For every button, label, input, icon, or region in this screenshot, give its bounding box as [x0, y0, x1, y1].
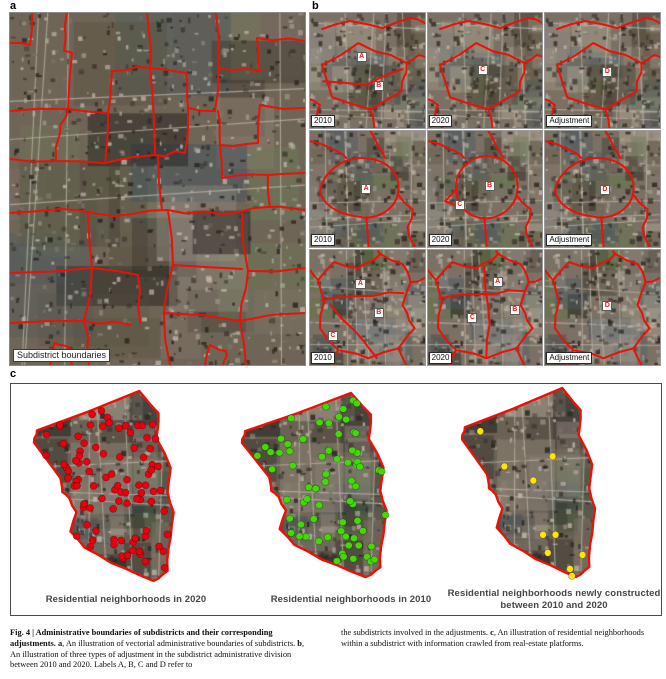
- district-label-B: B: [374, 81, 384, 91]
- residential-dot: [347, 498, 354, 505]
- residential-dot: [142, 558, 149, 565]
- residential-dot: [530, 477, 537, 484]
- residential-dot: [333, 456, 340, 463]
- residential-dot: [157, 487, 164, 494]
- district-label-D: D: [600, 185, 610, 195]
- residential-dot: [335, 413, 342, 420]
- satellite-tile-r0c1: [428, 13, 543, 128]
- residential-dot: [287, 415, 294, 422]
- residential-dot: [316, 419, 323, 426]
- residential-dot: [89, 411, 96, 418]
- residential-dot: [131, 444, 138, 451]
- residential-dot: [322, 471, 329, 478]
- residential-dot: [136, 548, 143, 555]
- residential-dot: [83, 458, 90, 465]
- year-tag: 2020: [429, 352, 453, 364]
- residential-dot: [299, 436, 306, 443]
- residential-dot: [116, 453, 123, 460]
- residential-dot: [579, 551, 586, 558]
- residential-dot: [132, 535, 139, 542]
- residential-dot: [297, 521, 304, 528]
- boundary-overlay: [310, 250, 425, 365]
- year-tag: 2010: [311, 352, 335, 364]
- residential-dot: [254, 452, 261, 459]
- residential-dot: [123, 476, 130, 483]
- residential-dot: [354, 517, 361, 524]
- map-overlay: [241, 391, 419, 583]
- residential-dot: [86, 468, 93, 475]
- residential-dot: [118, 537, 125, 544]
- residential-dot: [340, 553, 347, 560]
- residential-dot: [142, 482, 149, 489]
- residential-dot: [92, 528, 99, 535]
- district-label-A: A: [355, 279, 365, 289]
- residential-dot: [148, 466, 155, 473]
- district-label-C: C: [478, 65, 488, 75]
- residential-dot: [115, 425, 122, 432]
- residential-dot: [286, 448, 293, 455]
- residential-dot: [150, 488, 157, 495]
- satellite-tile-r2c0: [310, 250, 425, 365]
- residential-dot: [143, 434, 150, 441]
- panel-c-box: [10, 383, 662, 616]
- residential-dot: [148, 498, 155, 505]
- satellite-tile-r2c2: [545, 250, 660, 365]
- residential-dot: [110, 505, 117, 512]
- district-label-A: A: [357, 52, 367, 62]
- residential-dot: [315, 538, 322, 545]
- residential-dot: [87, 543, 94, 550]
- residential-dot: [98, 495, 105, 502]
- panel-b-label: b: [312, 0, 319, 12]
- residential-dot: [149, 421, 156, 428]
- figure-caption-left: Fig. 4 | Administrative boundaries of subdistricts and their corresponding adjustments. a, An illustration of vectorial administrative boundaries of subdistricts. b, An illustration of three types of adjustment in the subdistrict administrative division between 2010 and 2020. Labels A, B, C and D refer to: [10, 628, 305, 670]
- residential-dot: [106, 419, 113, 426]
- residential-dot: [356, 463, 363, 470]
- residential-dot: [99, 423, 106, 430]
- map-residential-new: [461, 386, 625, 583]
- residential-dot: [382, 512, 389, 519]
- residential-dot: [139, 422, 146, 429]
- district-label-B: B: [374, 308, 384, 318]
- residential-dot: [65, 468, 72, 475]
- residential-dot: [43, 431, 50, 438]
- residential-dot: [549, 453, 556, 460]
- residential-dot: [143, 527, 150, 534]
- residential-dot: [124, 552, 131, 559]
- residential-dot: [325, 420, 332, 427]
- residential-dot: [345, 542, 352, 549]
- residential-dot: [75, 433, 82, 440]
- year-tag: Adjustment: [546, 115, 592, 127]
- residential-dot: [108, 470, 115, 477]
- year-tag: Adjustment: [546, 234, 592, 246]
- district-label-D: D: [602, 67, 612, 77]
- satellite-tile-r1c0: [310, 131, 425, 246]
- residential-dot: [501, 463, 508, 470]
- residential-dot: [353, 400, 360, 407]
- residential-dot: [350, 555, 357, 562]
- residential-dot: [340, 406, 347, 413]
- residential-dot: [569, 572, 576, 579]
- residential-dot: [305, 484, 312, 491]
- residential-dot: [80, 501, 87, 508]
- year-tag: 2010: [311, 234, 335, 246]
- satellite-tile-r1c1: [428, 131, 543, 246]
- map-caption-2020: Residential neighborhoods in 2020: [45, 594, 207, 605]
- map-residential-2010: [241, 391, 419, 583]
- map-caption-2010: Residential neighborhoods in 2010: [270, 594, 432, 605]
- district-label-A: A: [493, 277, 503, 287]
- residential-dot: [123, 500, 130, 507]
- map-caption-new: Residential neighborhoods newly constructed between 2010 and 2020: [447, 588, 661, 611]
- residential-dot: [277, 435, 284, 442]
- satellite-tile-r0c0: [310, 13, 425, 128]
- map-overlay: [461, 386, 625, 583]
- residential-dot: [552, 531, 559, 538]
- panel-b-grid: [310, 13, 660, 365]
- residential-dot: [73, 533, 80, 540]
- residential-dot: [349, 447, 356, 454]
- residential-dot: [64, 475, 71, 482]
- boundary-overlay: [428, 250, 543, 365]
- residential-dot: [155, 463, 162, 470]
- residential-dot: [127, 429, 134, 436]
- residential-dot: [133, 495, 140, 502]
- year-tag: 2010: [311, 115, 335, 127]
- residential-dot: [81, 440, 88, 447]
- residential-dot: [303, 496, 310, 503]
- map-overlay: [33, 389, 205, 587]
- district-label-C: C: [467, 313, 477, 323]
- residential-dot: [312, 485, 319, 492]
- map-residential-2020: [33, 389, 205, 587]
- residential-dot: [339, 519, 346, 526]
- residential-dot: [352, 430, 359, 437]
- residential-dot: [140, 454, 147, 461]
- residential-dot: [135, 482, 142, 489]
- residential-dot: [286, 515, 293, 522]
- residential-dot: [355, 542, 362, 549]
- residential-dot: [122, 422, 129, 429]
- residential-dot: [310, 516, 317, 523]
- residential-dot: [161, 508, 168, 515]
- residential-dot: [268, 466, 275, 473]
- residential-dot: [359, 527, 366, 534]
- residential-dot: [87, 422, 94, 429]
- district-label-C: C: [328, 331, 338, 341]
- residential-dot: [284, 441, 291, 448]
- residential-dot: [283, 496, 290, 503]
- residential-dot: [337, 528, 344, 535]
- residential-dot: [371, 556, 378, 563]
- residential-dot: [567, 565, 574, 572]
- residential-dot: [89, 537, 96, 544]
- residential-dot: [350, 535, 357, 542]
- residential-dot: [477, 428, 484, 435]
- year-tag: 2020: [429, 234, 453, 246]
- residential-dot: [84, 521, 91, 528]
- district-label-D: D: [602, 301, 612, 311]
- boundary-overlay: [310, 13, 425, 128]
- residential-dot: [368, 543, 375, 550]
- panel-a-satellite-map: [10, 13, 305, 365]
- residential-dot: [318, 453, 325, 460]
- residential-dot: [296, 533, 303, 540]
- residential-dot: [90, 482, 97, 489]
- district-label-C: C: [455, 200, 465, 210]
- subdistrict-boundaries-tag: Subdistrict boundaries: [13, 349, 110, 362]
- year-tag: 2020: [429, 115, 453, 127]
- satellite-tile-r1c2: [545, 131, 660, 246]
- residential-dot: [72, 457, 79, 464]
- district-label-B: B: [485, 181, 495, 191]
- residential-dot: [544, 549, 551, 556]
- residential-dot: [378, 468, 385, 475]
- panel-a-label: a: [10, 0, 17, 12]
- residential-dot: [164, 531, 171, 538]
- residential-dot: [344, 459, 351, 466]
- residential-dot: [335, 431, 342, 438]
- residential-dot: [115, 498, 122, 505]
- residential-dot: [73, 482, 80, 489]
- residential-dot: [60, 440, 67, 447]
- residential-dot: [138, 489, 145, 496]
- year-tag: Adjustment: [546, 352, 592, 364]
- residential-dot: [322, 403, 329, 410]
- residential-dot: [92, 444, 99, 451]
- boundary-overlay: [10, 13, 305, 365]
- district-label-A: A: [361, 184, 371, 194]
- residential-dot: [161, 564, 168, 571]
- residential-dot: [325, 447, 332, 454]
- residential-dot: [60, 461, 67, 468]
- residential-dot: [540, 531, 547, 538]
- satellite-tile-r2c1: [428, 250, 543, 365]
- residential-dot: [56, 421, 63, 428]
- residential-dot: [342, 416, 349, 423]
- residential-dot: [348, 477, 355, 484]
- residential-dot: [42, 452, 49, 459]
- residential-dot: [114, 482, 121, 489]
- residential-dot: [100, 450, 107, 457]
- residential-dot: [276, 449, 283, 456]
- residential-dot: [262, 444, 269, 451]
- residential-dot: [156, 543, 163, 550]
- residential-dot: [322, 478, 329, 485]
- figure-caption-right: the subdistricts involved in the adjustments. c, An illustration of residential neighborhoods within a subdistrict with information crawled from real-estate platforms.: [341, 628, 645, 648]
- residential-dot: [122, 489, 129, 496]
- residential-dot: [289, 462, 296, 469]
- satellite-tile-r0c2: [545, 13, 660, 128]
- district-label-B: B: [510, 305, 520, 315]
- residential-dot: [110, 541, 117, 548]
- residential-dot: [287, 530, 294, 537]
- residential-dot: [152, 435, 159, 442]
- residential-dot: [315, 502, 322, 509]
- residential-dot: [147, 445, 154, 452]
- residential-dot: [98, 407, 105, 414]
- residential-dot: [333, 558, 340, 565]
- residential-dot: [324, 534, 331, 541]
- residential-dot: [87, 504, 94, 511]
- panel-c-label: c: [10, 368, 17, 380]
